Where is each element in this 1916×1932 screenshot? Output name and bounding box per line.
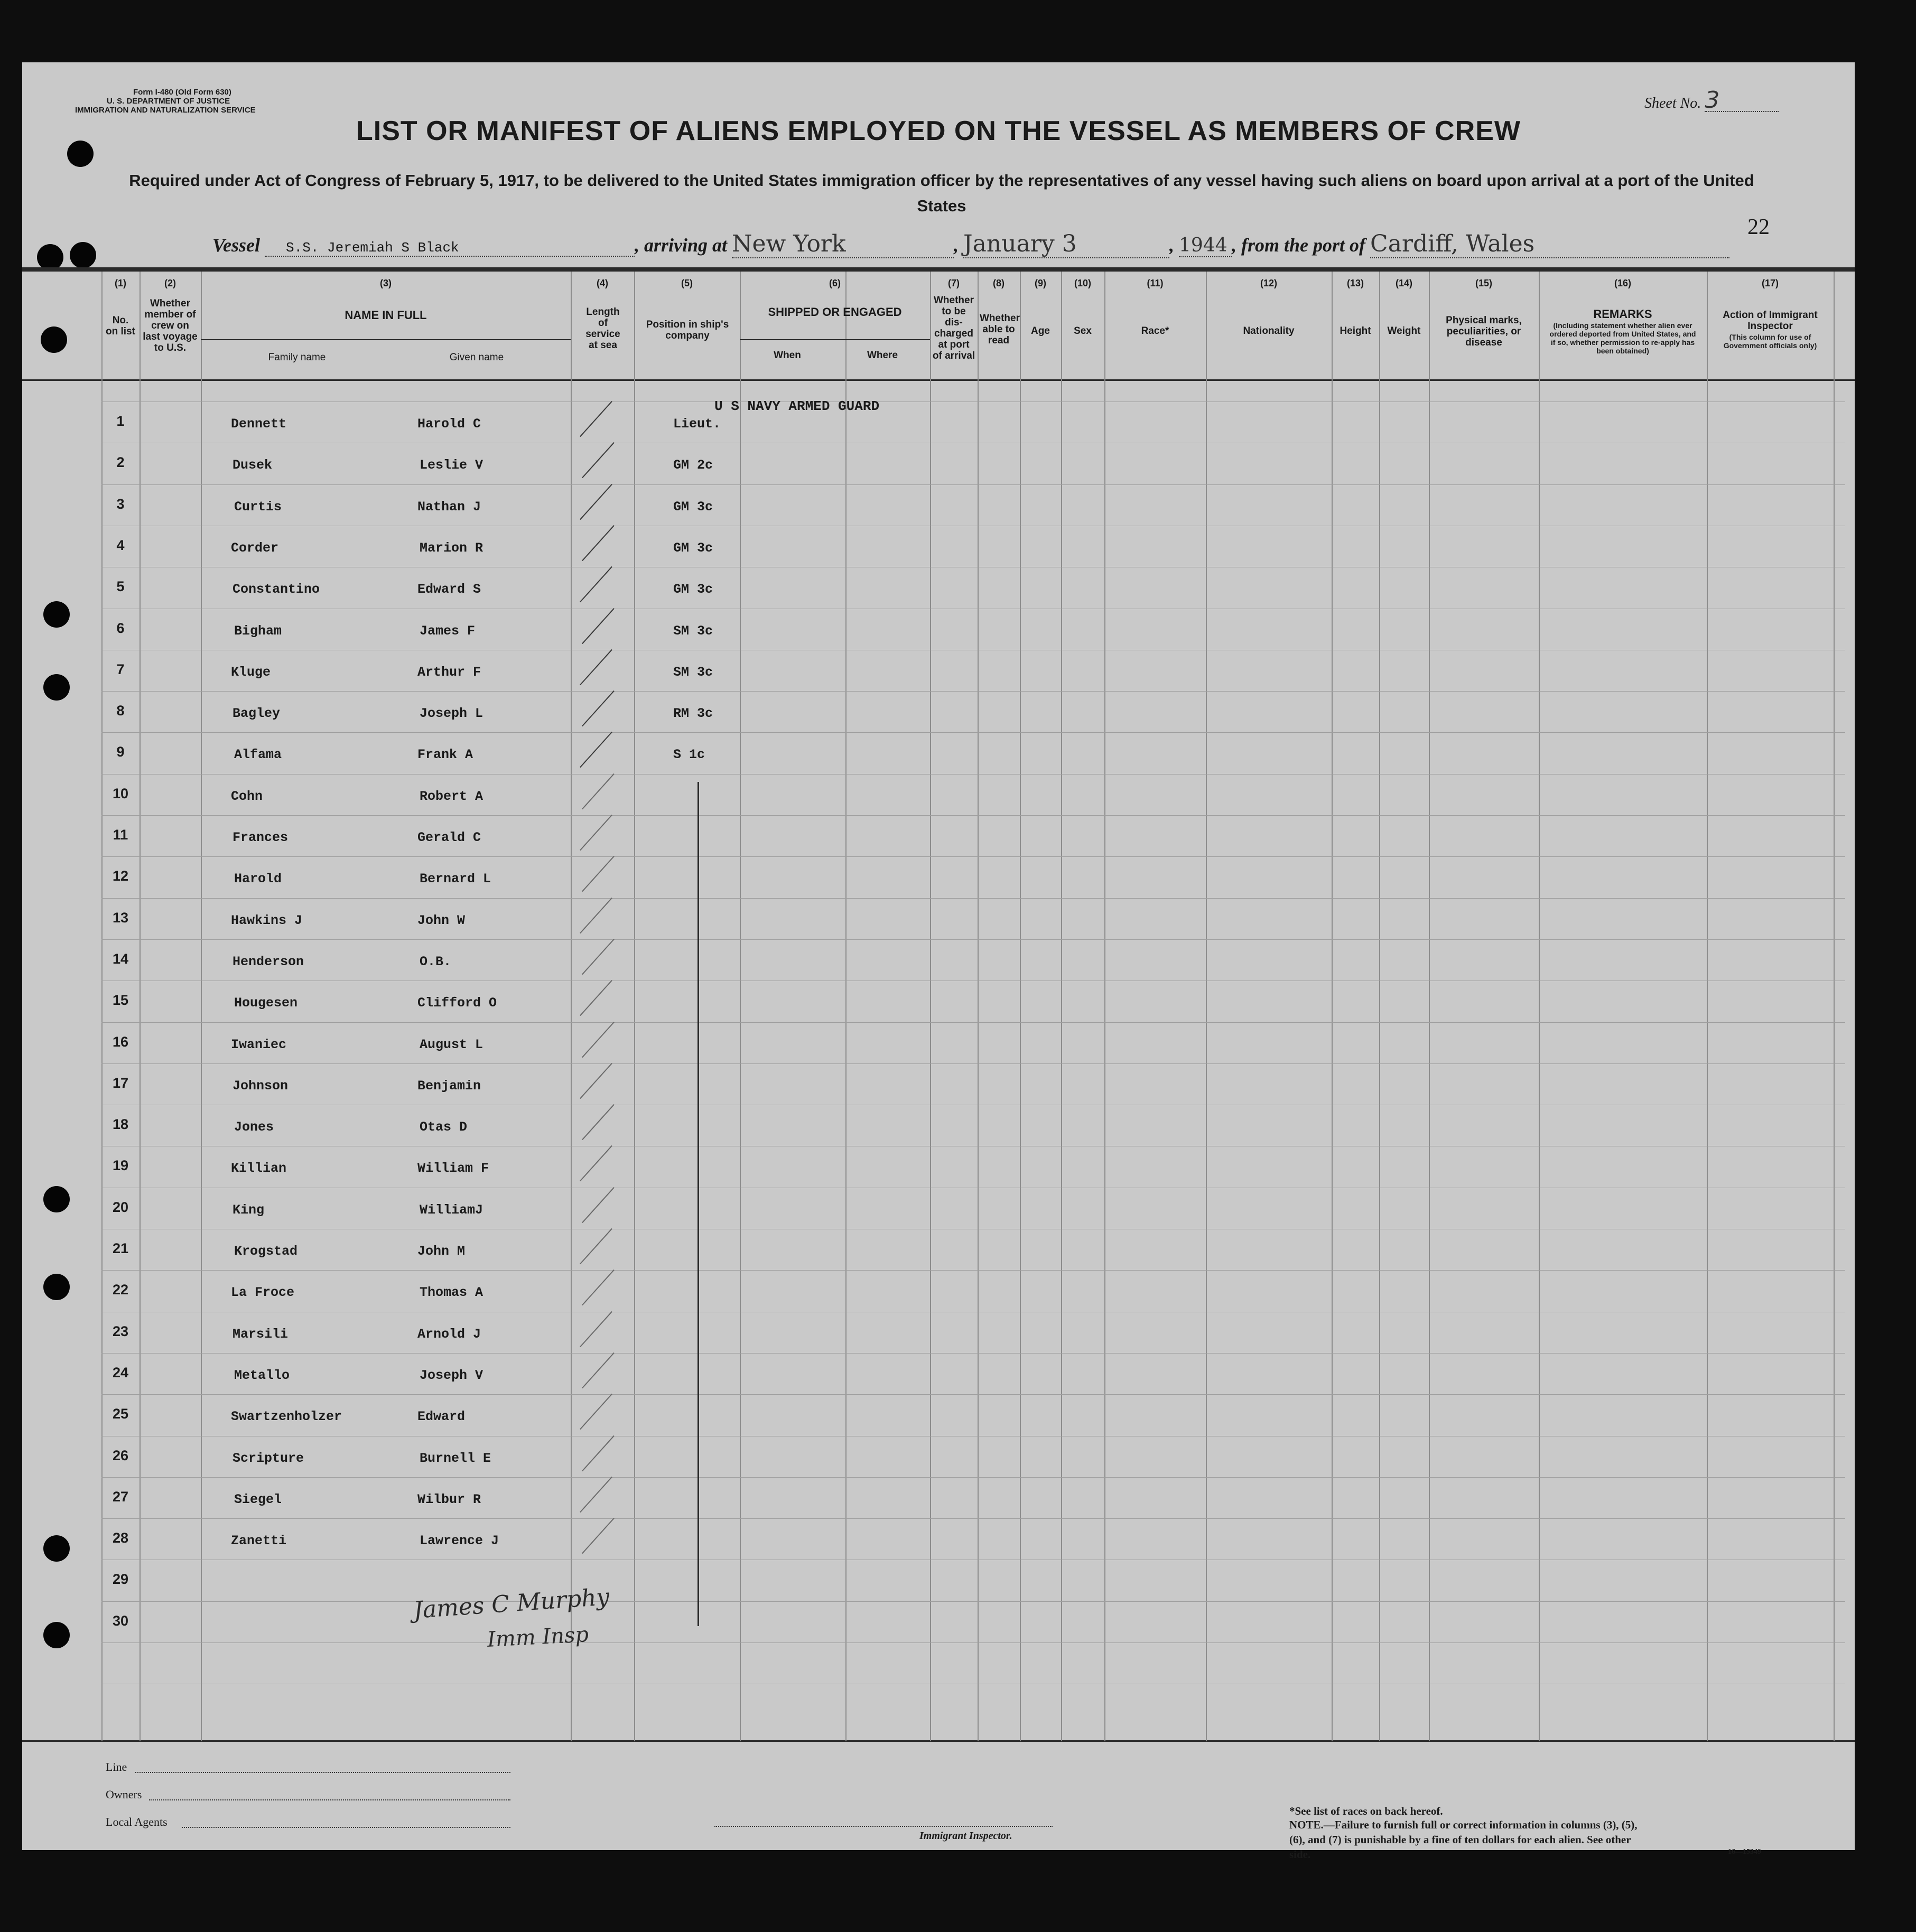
service-check-mark	[580, 732, 612, 768]
col-6-number: (6)	[829, 278, 841, 288]
vessel-line: Vessel S.S. Jeremiah S Black , arriving at New York , January 3 , 1944 , from the port of Cardiff, Wales	[212, 230, 1729, 258]
col-6-where-header: Where	[867, 350, 898, 361]
col-15-number: (15)	[1475, 278, 1492, 288]
given-name: WilliamJ	[420, 1202, 483, 1218]
local-agents-label: Local Agents	[106, 1815, 168, 1828]
form-number: Form I-480 (Old Form 630)	[133, 88, 231, 97]
family-name: Frances	[232, 830, 289, 845]
row-number: 22	[112, 1282, 129, 1298]
service-check-mark	[580, 566, 612, 602]
given-name: John M	[417, 1244, 466, 1259]
given-name: Arthur F	[417, 664, 481, 680]
service-check-mark	[580, 1477, 612, 1513]
grid-line	[101, 939, 1845, 940]
header-top-rule	[22, 267, 1855, 272]
family-name: Kluge	[231, 664, 271, 680]
service-check-mark	[582, 690, 615, 726]
vessel-label: Vessel	[212, 235, 260, 256]
col-8-number: (8)	[993, 278, 1004, 288]
position: RM 3c	[673, 706, 713, 722]
inspector-signature: James C Murphy	[412, 1583, 610, 1624]
row-number: 4	[116, 537, 125, 553]
service-check-mark	[580, 1394, 612, 1430]
given-name: August L	[420, 1037, 483, 1052]
family-name: Metallo	[234, 1367, 290, 1383]
given-name: Burnell E	[420, 1450, 491, 1466]
row-number: 20	[112, 1199, 129, 1215]
col-13-header: Height	[1340, 325, 1371, 337]
service-check-mark	[582, 442, 615, 478]
service-check-mark	[582, 1104, 615, 1140]
grid-line	[101, 1601, 1845, 1602]
family-name: Corder	[231, 540, 279, 556]
from-port-label: , from the port of	[1232, 235, 1366, 256]
given-name: Thomas A	[420, 1285, 483, 1301]
service-check-mark	[582, 1435, 615, 1471]
row-number: 16	[112, 1033, 129, 1050]
arrival-year: 1944	[1179, 235, 1232, 257]
family-name: Dusek	[232, 458, 273, 473]
service-check-mark	[582, 773, 615, 809]
grid-line	[101, 1270, 1845, 1271]
row-number: 8	[116, 703, 125, 719]
family-name: Hawkins J	[231, 912, 303, 928]
print-code: 16—15349	[1728, 1848, 1761, 1856]
col-6-header: SHIPPED OR ENGAGED	[768, 305, 902, 319]
row-number: 10	[112, 785, 129, 801]
col-2-number: (2)	[164, 278, 176, 288]
col-9-header: Age	[1031, 325, 1050, 337]
service-check-mark	[580, 1228, 612, 1264]
col-17-subheader: (This column for use of Government officials only)	[1723, 333, 1817, 350]
document-subtitle: Required under Act of Congress of February 5, 1917, to be delivered to the United States immigration officer by the representatives of any vessel having such aliens on board upon arrival at a port of the United States	[129, 171, 1754, 215]
grid-line	[101, 1518, 1845, 1519]
service-check-mark	[582, 856, 615, 892]
col-11-header: Race*	[1141, 325, 1169, 337]
owners-label: Owners	[106, 1788, 142, 1801]
position: SM 3c	[673, 623, 713, 639]
service-check-mark	[582, 1270, 615, 1305]
inspector-signature-field	[714, 1826, 1053, 1827]
ditto-line	[697, 782, 699, 1626]
grid-line	[101, 732, 1845, 733]
col-5-number: (5)	[681, 278, 693, 288]
row-number: 19	[112, 1158, 129, 1174]
col-6-when-header: When	[774, 350, 801, 361]
service-check-mark	[580, 649, 612, 685]
row-number: 24	[112, 1364, 129, 1380]
given-name: Otas D	[420, 1119, 468, 1135]
binder-hole	[41, 326, 67, 353]
service-check-mark	[582, 608, 615, 643]
col-12-header: Nationality	[1243, 325, 1295, 337]
given-name: Edward S	[417, 582, 481, 598]
row-number: 18	[112, 1116, 129, 1133]
grid-line	[101, 856, 1845, 857]
service-check-mark	[580, 980, 612, 1016]
penalty-note: NOTE.—Failure to furnish full or correct information in columns (3), (5), (6), and (7) is punishable by a fine of ten dollars for each alien. See other side.	[1289, 1818, 1638, 1861]
position: GM 3c	[673, 582, 713, 598]
grid-line	[101, 1477, 1845, 1478]
grid-line	[101, 1353, 1845, 1354]
local-agents-field	[182, 1827, 510, 1828]
family-name: Swartzenholzer	[231, 1409, 342, 1425]
grid-line	[101, 898, 1845, 899]
grid-line	[101, 484, 1845, 485]
name-subheader-rule	[201, 339, 571, 340]
family-name: Killian	[231, 1161, 287, 1177]
family-name: Siegel	[234, 1491, 282, 1507]
family-name: Henderson	[232, 954, 304, 969]
col-11-number: (11)	[1147, 278, 1164, 288]
given-name: Harold C	[417, 416, 481, 432]
service-check-mark	[582, 1518, 615, 1554]
col-4-header: Length of service at sea	[585, 306, 620, 351]
service-check-mark	[582, 1021, 615, 1057]
family-name: Scripture	[232, 1450, 304, 1466]
given-name: Nathan J	[417, 499, 481, 515]
shipped-subheader-rule	[740, 339, 930, 340]
binder-hole	[43, 1274, 70, 1300]
row-number: 15	[112, 992, 129, 1009]
service-name: IMMIGRATION AND NATURALIZATION SERVICE	[75, 106, 256, 115]
binder-hole	[43, 1535, 70, 1562]
binder-hole	[70, 242, 96, 268]
line-label: Line	[106, 1760, 127, 1774]
col-16-number: (16)	[1614, 278, 1631, 288]
service-check-mark	[580, 1145, 612, 1181]
inspector-signature-title: Imm Insp	[486, 1622, 590, 1652]
family-name: Iwaniec	[231, 1037, 287, 1052]
col-14-number: (14)	[1395, 278, 1412, 288]
col-16-header: REMARKS	[1593, 307, 1652, 321]
line-field	[135, 1772, 510, 1773]
service-check-mark	[580, 897, 612, 933]
service-check-mark	[582, 939, 615, 975]
col-14-header: Weight	[1387, 325, 1421, 337]
service-check-mark	[582, 525, 615, 561]
family-name: King	[232, 1202, 265, 1218]
col-13-number: (13)	[1346, 278, 1364, 288]
row-number: 28	[112, 1530, 129, 1546]
given-name: Robert A	[420, 788, 483, 804]
row-number: 13	[112, 909, 129, 926]
page-number: 22	[1747, 215, 1770, 239]
given-name: Wilbur R	[417, 1491, 481, 1507]
row-number: 23	[112, 1323, 129, 1339]
col-3-family-header: Family name	[268, 352, 326, 363]
given-name: Gerald C	[417, 830, 481, 845]
row-number: 7	[116, 661, 125, 677]
col-1-number: (1)	[115, 278, 126, 288]
department-name: U. S. DEPARTMENT OF JUSTICE	[107, 97, 230, 106]
col-10-header: Sex	[1074, 325, 1092, 337]
given-name: James F	[420, 623, 476, 639]
departure-port: Cardiff, Wales	[1370, 230, 1729, 258]
family-name: Cohn	[231, 788, 263, 804]
col-4-number: (4)	[597, 278, 608, 288]
grid-line	[101, 691, 1845, 692]
service-check-mark	[580, 1311, 612, 1347]
given-name: Marion R	[420, 540, 483, 556]
position: GM 2c	[673, 458, 713, 473]
given-name: Clifford O	[417, 995, 497, 1011]
family-name: Johnson	[232, 1078, 289, 1094]
row-number: 25	[112, 1406, 129, 1422]
given-name: Joseph V	[420, 1367, 483, 1383]
row-number: 27	[112, 1488, 129, 1505]
family-name: Dennett	[231, 416, 287, 432]
row-number: 17	[112, 1075, 129, 1091]
col-17-number: (17)	[1761, 278, 1779, 288]
section-heading: U S NAVY ARMED GUARD	[714, 398, 880, 414]
col-12-number: (12)	[1260, 278, 1277, 288]
row-number: 9	[116, 744, 125, 760]
service-check-mark	[580, 483, 612, 519]
header-bottom-rule	[22, 379, 1855, 381]
grid-line	[101, 1642, 1845, 1643]
service-check-mark	[582, 1352, 615, 1388]
document-title: LIST OR MANIFEST OF ALIENS EMPLOYED ON THE VESSEL AS MEMBERS OF CREW	[356, 116, 1521, 146]
grid-line	[101, 1063, 1845, 1064]
sheet-number-value: 3	[1705, 90, 1779, 112]
col-3-header: NAME IN FULL	[345, 309, 427, 322]
col-17-header: Action of Immigrant Inspector	[1723, 310, 1818, 332]
given-name: Edward	[417, 1409, 466, 1425]
family-name: Harold	[234, 871, 282, 887]
grid-line	[101, 815, 1845, 816]
vessel-name: S.S. Jeremiah S Black	[265, 240, 635, 257]
position: SM 3c	[673, 664, 713, 680]
row-number: 2	[116, 454, 125, 471]
arriving-port: New York	[732, 230, 954, 258]
service-check-mark	[580, 1063, 612, 1099]
binder-hole	[43, 1186, 70, 1212]
given-name: Benjamin	[417, 1078, 481, 1094]
family-name: Bigham	[234, 623, 282, 639]
family-name: Zanetti	[231, 1533, 287, 1549]
family-name: Curtis	[234, 499, 282, 515]
col-3-given-header: Given name	[449, 352, 504, 363]
family-name: Krogstad	[234, 1244, 298, 1259]
given-name: William F	[417, 1161, 489, 1177]
col-3-number: (3)	[380, 278, 392, 288]
family-name: Bagley	[232, 706, 281, 722]
row-number: 1	[116, 413, 125, 429]
row-number: 5	[116, 578, 125, 595]
given-name: Leslie V	[420, 458, 483, 473]
form-identifier	[75, 88, 256, 115]
position: GM 3c	[673, 499, 713, 515]
given-name: John W	[417, 912, 466, 928]
grid-line	[101, 1022, 1845, 1023]
arrival-date: January 3	[963, 230, 1169, 258]
given-name: Joseph L	[420, 706, 483, 722]
row-number: 3	[116, 496, 125, 512]
sheet-number-label: Sheet No.	[1644, 95, 1701, 111]
row-number: 14	[112, 950, 129, 967]
col-10-number: (10)	[1074, 278, 1091, 288]
position: Lieut.	[673, 416, 721, 432]
race-note: *See list of races on back hereof.	[1289, 1805, 1443, 1817]
position: S 1c	[673, 747, 705, 763]
manifest-sheet	[22, 62, 1855, 1861]
grid-line	[101, 1394, 1845, 1395]
row-number: 29	[112, 1571, 129, 1588]
family-name: La Froce	[231, 1285, 295, 1301]
family-name: Marsili	[232, 1326, 289, 1342]
row-number: 26	[112, 1447, 129, 1463]
row-number: 6	[116, 620, 125, 636]
family-name: Jones	[234, 1119, 274, 1135]
family-name: Hougesen	[234, 995, 298, 1011]
binder-hole	[43, 1622, 70, 1648]
sheet-number	[1644, 87, 1779, 114]
service-check-mark	[580, 401, 612, 437]
col-8-header: Whether able to read	[980, 313, 1020, 346]
row-number: 12	[112, 868, 129, 884]
col-2-header: Whether member of crew on last voyage to U.S.	[143, 298, 198, 353]
position: GM 3c	[673, 540, 713, 556]
col-7-header: Whether to be dis-charged at port of arrival	[932, 295, 975, 361]
row-number: 30	[112, 1612, 129, 1629]
col-7-number: (7)	[948, 278, 960, 288]
row-number: 21	[112, 1240, 129, 1256]
service-check-mark	[582, 1187, 615, 1223]
given-name: Arnold J	[417, 1326, 481, 1342]
owners-field	[149, 1799, 510, 1800]
table-bottom-rule	[22, 1740, 1855, 1742]
service-check-mark	[580, 815, 612, 851]
arriving-label: , arriving at	[635, 235, 728, 256]
given-name: O.B.	[420, 954, 452, 969]
family-name: Alfama	[234, 747, 282, 763]
binder-hole	[43, 601, 70, 628]
col-9-number: (9)	[1035, 278, 1046, 288]
col-16-subheader: (Including statement whether alien ever ordered deported from United States, and if so, whether permission to re-apply has been obtained)	[1549, 321, 1696, 355]
given-name: Frank A	[417, 747, 473, 763]
col-15-header: Physical marks, peculiarities, or disease	[1446, 315, 1522, 348]
col-5-header: Position in ship's company	[646, 319, 729, 341]
col-1-header: No. on list	[106, 315, 135, 337]
row-number: 11	[113, 827, 128, 843]
binder-hole	[37, 244, 63, 270]
family-name: Constantino	[232, 582, 320, 598]
given-name: Bernard L	[420, 871, 491, 887]
given-name: Lawrence J	[420, 1533, 499, 1549]
binder-hole	[43, 674, 70, 701]
inspector-label: Immigrant Inspector.	[919, 1830, 1012, 1842]
